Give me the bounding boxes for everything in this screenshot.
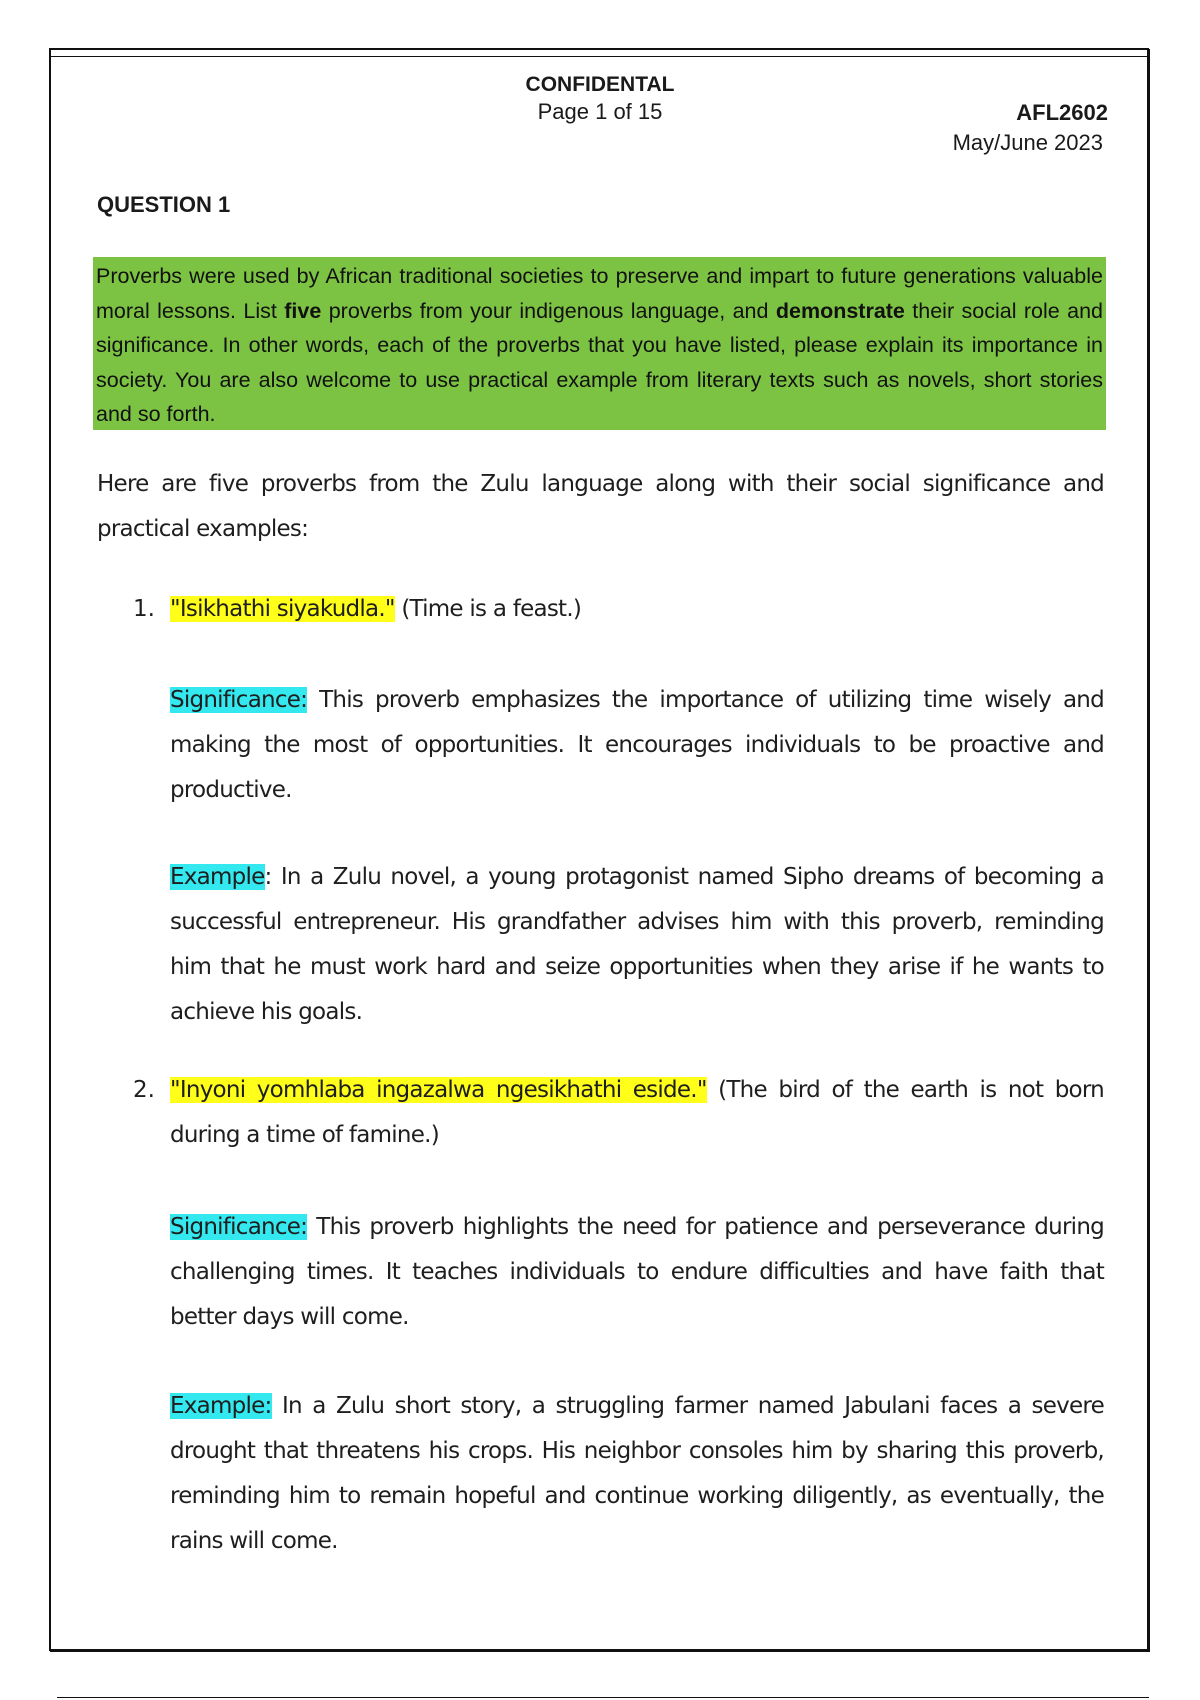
- list-number: 2.: [133, 1077, 155, 1103]
- significance-label: Significance:: [170, 687, 308, 713]
- proverb-translation: (The bird of the earth is not born during a time of famine.): [170, 1077, 1104, 1148]
- answer-intro: Here are five proverbs from the Zulu language along with their social significance and practical examples:: [97, 471, 1104, 542]
- significance-text: This proverb emphasizes the importance of utilizing time wisely and making the most of opportunities. It encourages individuals to be proactive and productive.: [170, 687, 1104, 803]
- prompt-bold-demonstrate: demonstrate: [775, 298, 905, 323]
- course-code: AFL2602: [1016, 100, 1108, 125]
- significance-paragraph: [170, 678, 1104, 813]
- significance-label: Significance:: [170, 1214, 308, 1240]
- example-label: Example: [170, 864, 265, 890]
- proverb-translation: (Time is a feast.): [394, 596, 582, 622]
- page-number: Page 1 of 15: [537, 99, 663, 124]
- example-text: In a Zulu short story, a struggling farmer named Jabulani faces a severe drought that threatens his crops. His neighbor consoles him by sharing this proverb, reminding him to remain hopeful and continue working diligently, as eventually, the rains will come.: [170, 1393, 1104, 1554]
- list-number: 1.: [133, 596, 155, 622]
- prompt-text: Proverbs were used by African traditional societies to preserve and impart to future generations valuable moral lessons. List: [96, 264, 1103, 323]
- significance-paragraph: [170, 1205, 1104, 1340]
- significance-text: This proverb highlights the need for patience and perseverance during challenging times. It teaches individuals to endure difficulties and have faith that better days will come.: [170, 1214, 1104, 1330]
- prompt-bold-five: five: [284, 298, 322, 323]
- proverb-line: [170, 587, 1104, 632]
- bottom-rule: [57, 1697, 1149, 1698]
- proverb-highlight: "Isikhathi siyakudla.": [170, 596, 395, 622]
- example-paragraph: [170, 1384, 1104, 1564]
- exam-date: May/June 2023: [952, 130, 1103, 155]
- proverb-line: [170, 1068, 1104, 1158]
- confidential-label: CONFIDENTAL: [525, 73, 675, 96]
- prompt-text: proverbs from your indigenous language, and: [321, 298, 776, 323]
- prompt-text: their social role and significance. In other words, each of the proverbs that you have listed, please explain its importance in society. You are also welcome to use practical example from literary texts such as novels, short stories and so forth.: [96, 298, 1103, 426]
- question-title: QUESTION 1: [97, 192, 231, 217]
- proverb-highlight: "Inyoni yomhlaba ingazalwa ngesikhathi eside.": [170, 1077, 707, 1103]
- example-paragraph: [170, 855, 1104, 1035]
- example-text: : In a Zulu novel, a young protagonist named Sipho dreams of becoming a successful entrepreneur. His grandfather advises him with this proverb, reminding him that he must work hard and seize opportunities when they arise if he wants to achieve his goals.: [170, 864, 1104, 1025]
- example-label: Example:: [170, 1393, 272, 1419]
- question-prompt: [93, 257, 1106, 430]
- header-right: [953, 99, 1108, 157]
